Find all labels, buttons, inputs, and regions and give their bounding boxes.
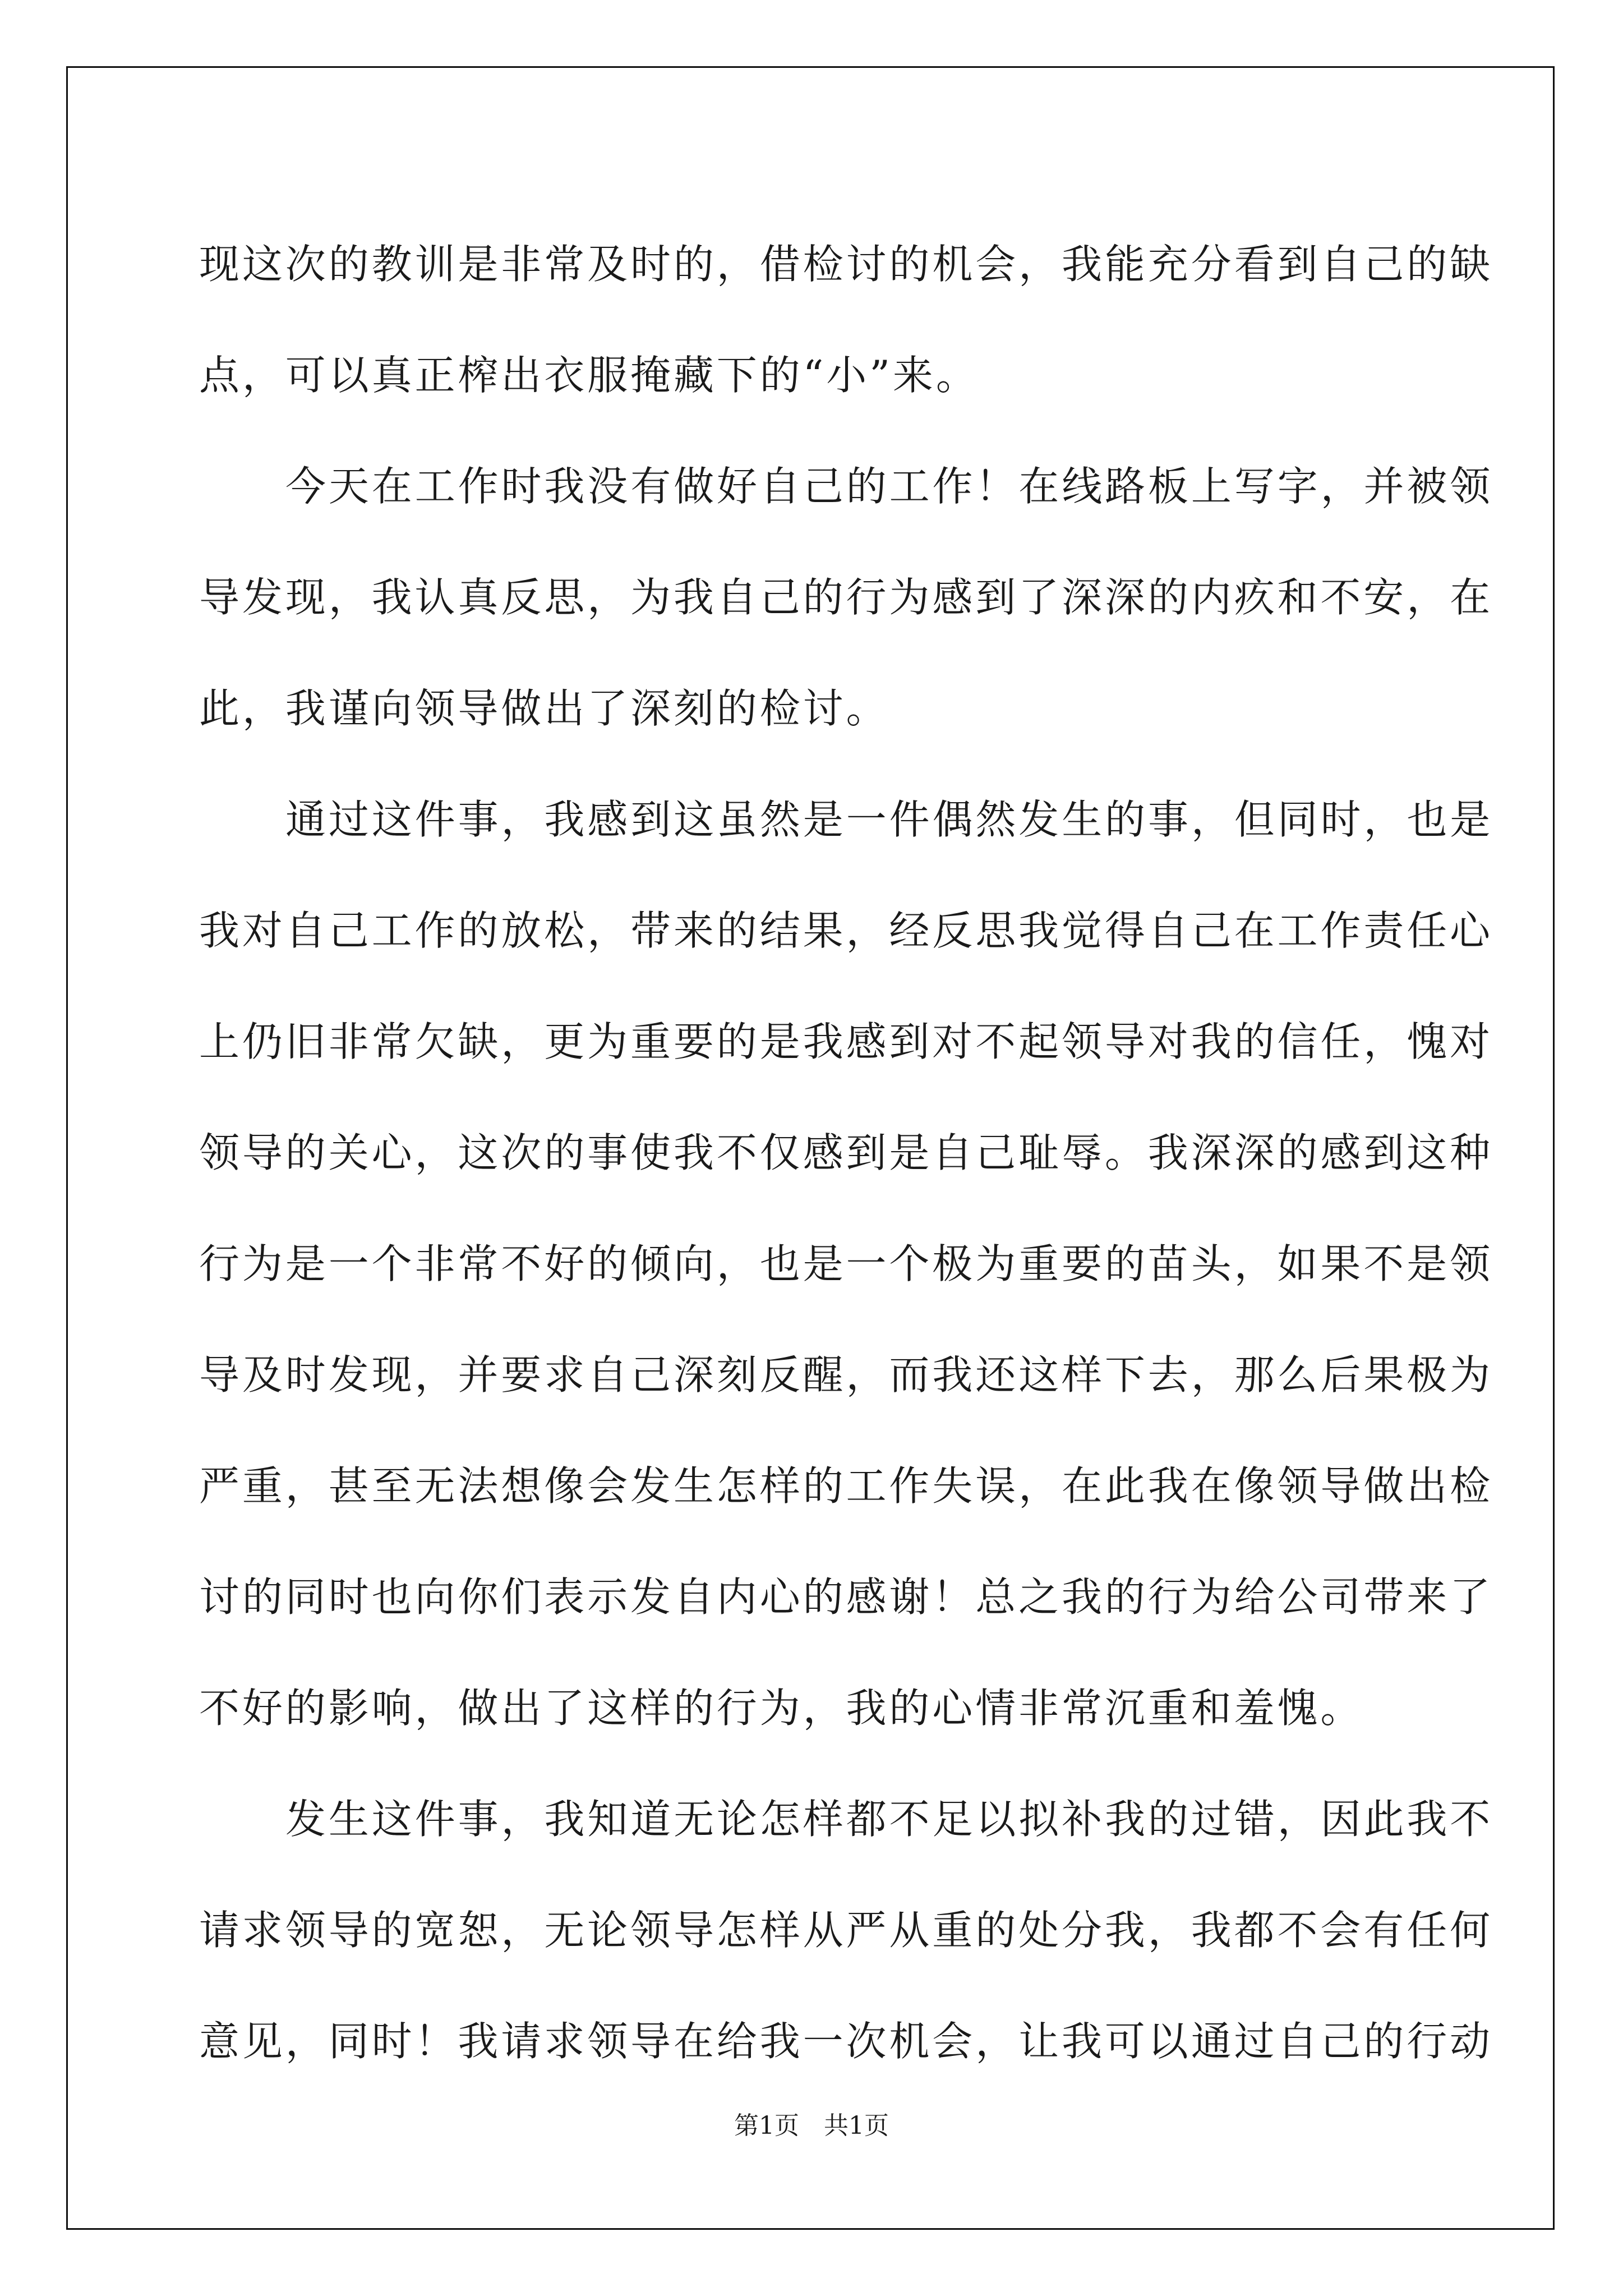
text-line: 上仍旧非常欠缺，更为重要的是我感到对不起领导对我的信任，愧对: [199, 1018, 1493, 1065]
text-line: 行为是一个非常不好的倾向，也是一个极为重要的苗头，如果不是领: [199, 1240, 1493, 1287]
text-line: 此，我谨向领导做出了深刻的检讨。: [199, 685, 889, 732]
paragraph-start-line: 通过这件事，我感到这虽然是一件偶然发生的事，但同时，也是: [285, 796, 1493, 843]
text-line: 领导的关心，这次的事使我不仅感到是自己耻辱。我深深的感到这种: [199, 1129, 1493, 1176]
text-line: 讨的同时也向你们表示发自内心的感谢！总之我的行为给公司带来了: [199, 1573, 1493, 1621]
page-number-footer: 第1页 共1页: [734, 2111, 889, 2140]
text-line: 意见，同时！我请求领导在给我一次机会，让我可以通过自己的行动: [199, 2018, 1493, 2065]
text-line: 不好的影响，做出了这样的行为，我的心情非常沉重和羞愧。: [199, 1685, 1364, 1732]
text-line: 请求领导的宽恕，无论领导怎样从严从重的处分我，我都不会有任何: [199, 1907, 1493, 1954]
text-line: 严重，甚至无法想像会发生怎样的工作失误，在此我在像领导做出检: [199, 1462, 1493, 1510]
text-line: 现这次的教训是非常及时的，借检讨的机会，我能充分看到自己的缺: [199, 241, 1493, 288]
text-line: 导发现，我认真反思，为我自己的行为感到了深深的内疚和不安，在: [199, 574, 1493, 621]
text-line: 导及时发现，并要求自己深刻反醒，而我还这样下去，那么后果极为: [199, 1351, 1493, 1398]
paragraph-start-line: 发生这件事，我知道无论怎样都不足以拟补我的过错，因此我不: [285, 1796, 1493, 1843]
text-line: 点，可以真正榨出衣服掩藏下的“小”来。: [199, 352, 979, 399]
document-body: [199, 209, 1493, 2097]
paragraph-start-line: 今天在工作时我没有做好自己的工作！在线路板上写字，并被领: [285, 463, 1493, 510]
text-line: 我对自己工作的放松，带来的结果，经反思我觉得自己在工作责任心: [199, 907, 1493, 954]
